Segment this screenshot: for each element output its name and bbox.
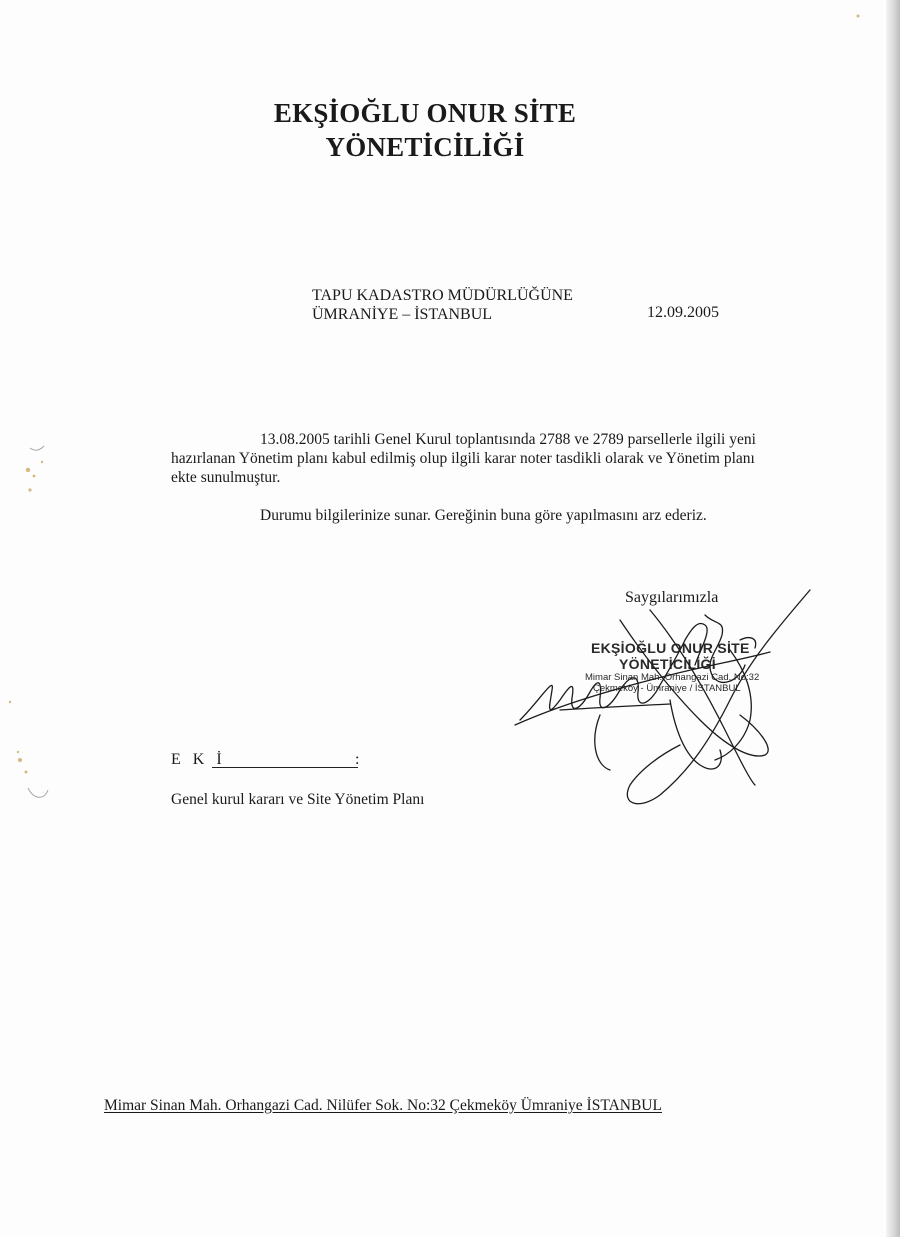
attachments-colon: : — [355, 751, 360, 768]
addressee-block — [312, 286, 573, 324]
stamp-line-3: Mimar Sinan Mah. Orhangazi Cad. No:32 — [585, 672, 760, 683]
stamp-line-4: Çekmeköy - Ümraniye / İSTANBUL — [593, 683, 741, 694]
closing-salutation: Saygılarımızla — [625, 589, 719, 606]
letter-body — [171, 430, 771, 525]
body-paragraph-1: 13.08.2005 tarihli Genel Kurul toplantısında 2788 ve 2789 parsellerle ilgili yeni hazırlanan Yönetim planı kabul edilmiş olup ilgili karar noter tasdikli olarak ve Yönetim planı ekte sunulmuştur. — [171, 431, 756, 486]
stamp-line-1: EKŞİOĞLU ONUR SİTE — [591, 640, 750, 656]
letter-date: 12.09.2005 — [647, 304, 719, 321]
attachment-item: Genel kurul kararı ve Site Yönetim Planı — [171, 791, 425, 808]
body-paragraph-2: Durumu bilgilerinize sunar. Gereğinin buna göre yapılmasını arz ederiz. — [260, 507, 707, 524]
handwritten-signature — [500, 580, 830, 820]
attachments-label: E K İ — [171, 751, 226, 768]
letterhead-line-2: YÖNETİCİLİĞİ — [325, 132, 525, 162]
stamp-line-2: YÖNETİCİLİĞİ — [619, 656, 716, 672]
footer-address: Mimar Sinan Mah. Orhangazi Cad. Nilüfer Sok. No:32 Çekmeköy Ümraniye İSTANBUL — [104, 1097, 662, 1114]
letterhead-line-1: EKŞİOĞLU ONUR SİTE — [273, 98, 577, 128]
addressee-line-1: TAPU KADASTRO MÜDÜRLÜĞÜNE — [312, 287, 573, 304]
letterhead — [200, 96, 650, 164]
attachments-underline — [212, 767, 358, 768]
page-edge-shadow — [886, 0, 900, 1237]
addressee-line-2: ÜMRANİYE – İSTANBUL — [312, 306, 493, 323]
